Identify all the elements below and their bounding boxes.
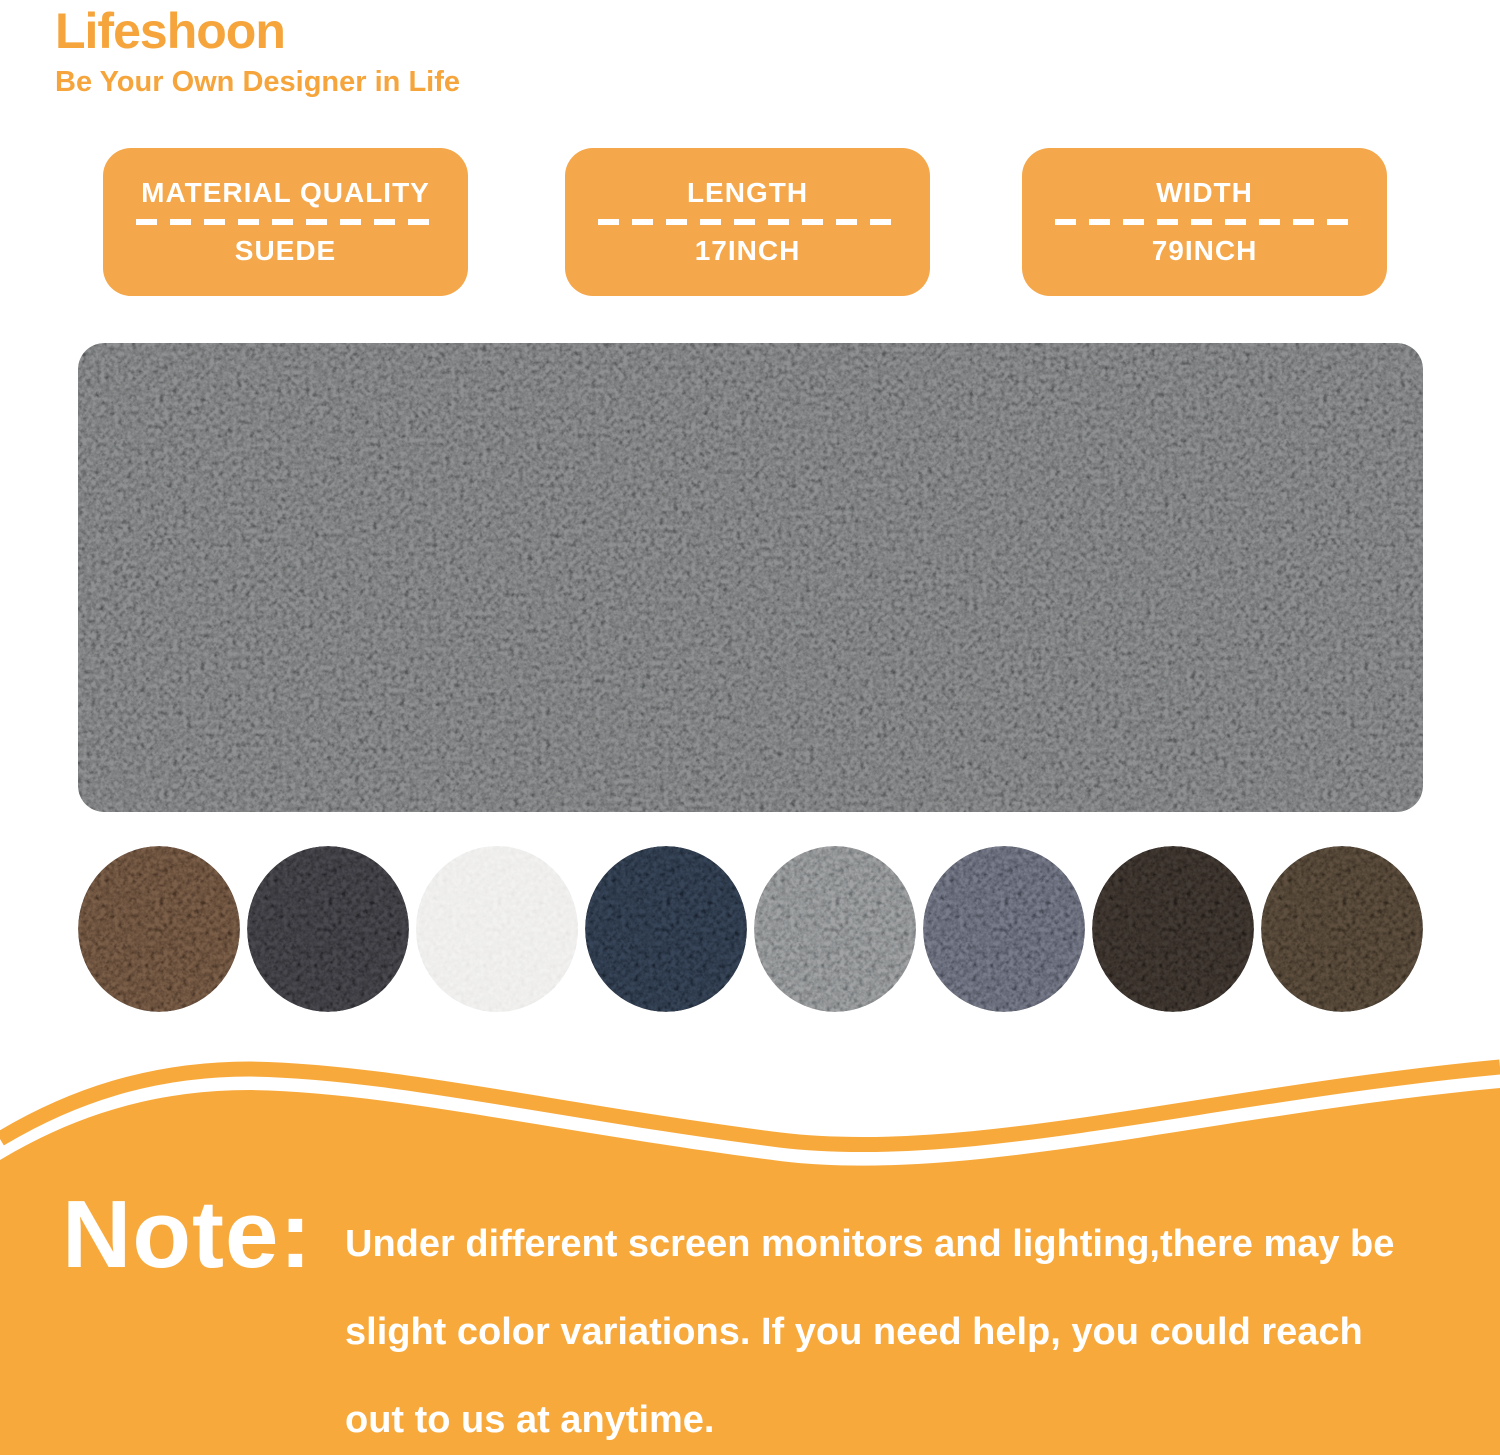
- spec-badge-label: MATERIAL QUALITY: [141, 177, 430, 208]
- brand-name: Lifeshoon: [55, 3, 285, 59]
- note-line: out to us at anytime.: [345, 1399, 715, 1441]
- spec-badge-label: LENGTH: [686, 177, 809, 208]
- note-body: [345, 1200, 1465, 1455]
- spec-badge-value: 17INCH: [694, 235, 801, 266]
- note-line: slight color variations. If you need help, you could reach: [345, 1311, 1363, 1353]
- spec-badge-value: 79INCH: [1151, 235, 1258, 266]
- brand-tagline: Be Your Own Designer in Life: [55, 66, 460, 98]
- note-line: Under different screen monitors and lighting,there may be: [345, 1223, 1395, 1265]
- spec-badge-value: SUEDE: [234, 235, 337, 266]
- note-heading: Note:: [62, 1181, 313, 1288]
- spec-badge-label: WIDTH: [1156, 177, 1253, 208]
